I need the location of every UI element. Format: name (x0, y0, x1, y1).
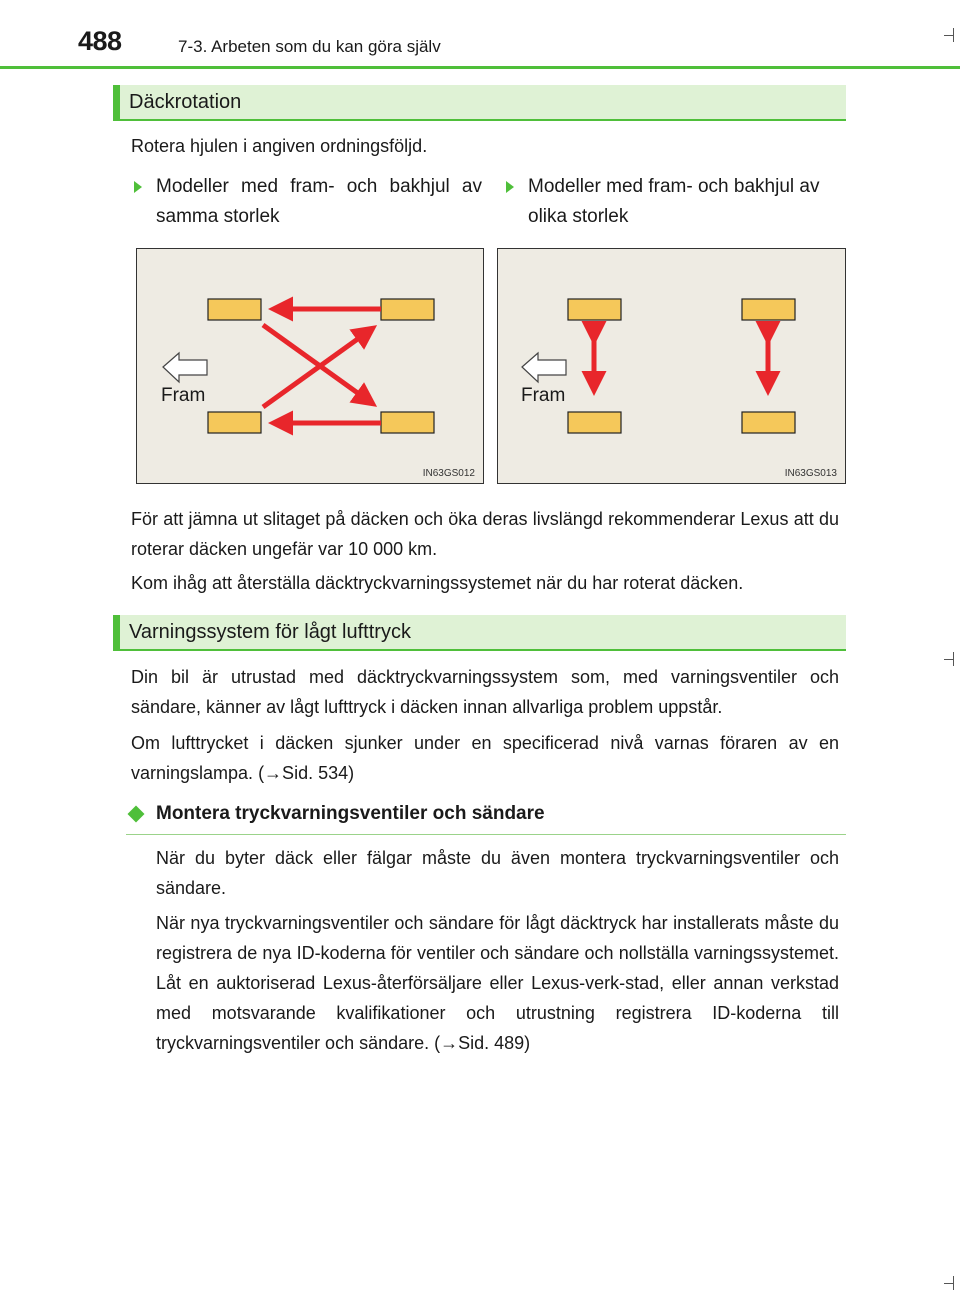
triangle-bullet-icon (134, 181, 142, 193)
front-left-wheel (568, 299, 621, 320)
rear-right-wheel (381, 412, 434, 433)
tpms-paragraph-2: Om lufttrycket i däcken sjunker under en specificerad nivå varnas föraren av en varningslampa. (→Sid. 534) (131, 733, 839, 783)
header-rule (0, 66, 960, 69)
section-title: Däckrotation (129, 91, 242, 113)
figure-code: IN63GS013 (784, 468, 837, 479)
subsection-title: Montera tryckvarningsventiler och sändare (156, 803, 545, 824)
crop-mark (944, 1283, 954, 1284)
front-direction-arrow-icon (163, 353, 207, 382)
figure-code: IN63GS012 (422, 468, 475, 479)
reset-paragraph: Kom ihåg att återställa däcktryckvarningssystemet när du har roterat däcken. (131, 573, 744, 593)
bullet-text: Modeller med fram- och bakhjul av olika storlek (528, 176, 820, 227)
front-label: Fram (521, 385, 566, 406)
subsection-heading (126, 802, 846, 835)
rotation-diagram-same-size (136, 248, 484, 484)
rotation-diagram-graphic (137, 249, 483, 483)
rotation-diagram-different-size (497, 248, 846, 484)
chapter-title: 7-3. Arbeten som du kan göra själv (178, 37, 441, 56)
triangle-bullet-icon (506, 181, 514, 193)
crop-mark (944, 659, 954, 660)
rear-left-wheel (742, 299, 795, 320)
rotation-paragraph: För att jämna ut slitaget på däcken och öka deras livslängd rekommenderar Lexus att du roterar däcken ungefär var 10 000 km. (131, 509, 839, 559)
front-left-wheel (208, 299, 261, 320)
diamond-bullet-icon (128, 806, 145, 823)
page-number: 488 (78, 26, 122, 56)
front-direction-arrow-icon (522, 353, 566, 382)
section-title: Varningssystem för lågt lufttryck (129, 621, 411, 643)
tpms-paragraph-1: Din bil är utrustad med däcktryckvarningssystem som, med varningsventiler och sändare, känner av lågt lufttryck i däcken innan allvarliga problem uppstår. (131, 667, 839, 717)
rear-right-wheel (742, 412, 795, 433)
bullet-same-size (156, 172, 482, 232)
crop-mark (944, 35, 954, 36)
front-label: Fram (161, 385, 206, 406)
rotation-diagram-graphic (498, 249, 845, 483)
subsection-paragraph-1: När du byter däck eller fälgar måste du även montera tryckvarningsventiler och sändare. (156, 848, 839, 898)
section-accent (113, 85, 120, 119)
front-right-wheel (208, 412, 261, 433)
bullet-different-size (528, 172, 846, 232)
section-accent (113, 615, 120, 649)
section-heading-tpms (113, 615, 846, 651)
rear-left-wheel (381, 299, 434, 320)
intro-text: Rotera hjulen i angiven ordningsföljd. (131, 136, 428, 156)
subsection-paragraph-2: När nya tryckvarningsventiler och sändare för lågt däcktryck har installerats måste du registrera de nya ID-koderna för ventiler och sändare och nollställa varningssystemet. Låt en auktoriserad Lexus-återförsäljare eller Lexus-verk-stad, eller annan verkstad med motsvarande kvalifikationer och utrustning registrera ID-koderna till tryckvarningsventiler och sändare. (→Sid. 489) (156, 913, 839, 1053)
section-heading-tire-rotation (113, 85, 846, 121)
bullet-text: Modeller med fram- och bakhjul av samma storlek (156, 176, 482, 227)
front-right-wheel (568, 412, 621, 433)
